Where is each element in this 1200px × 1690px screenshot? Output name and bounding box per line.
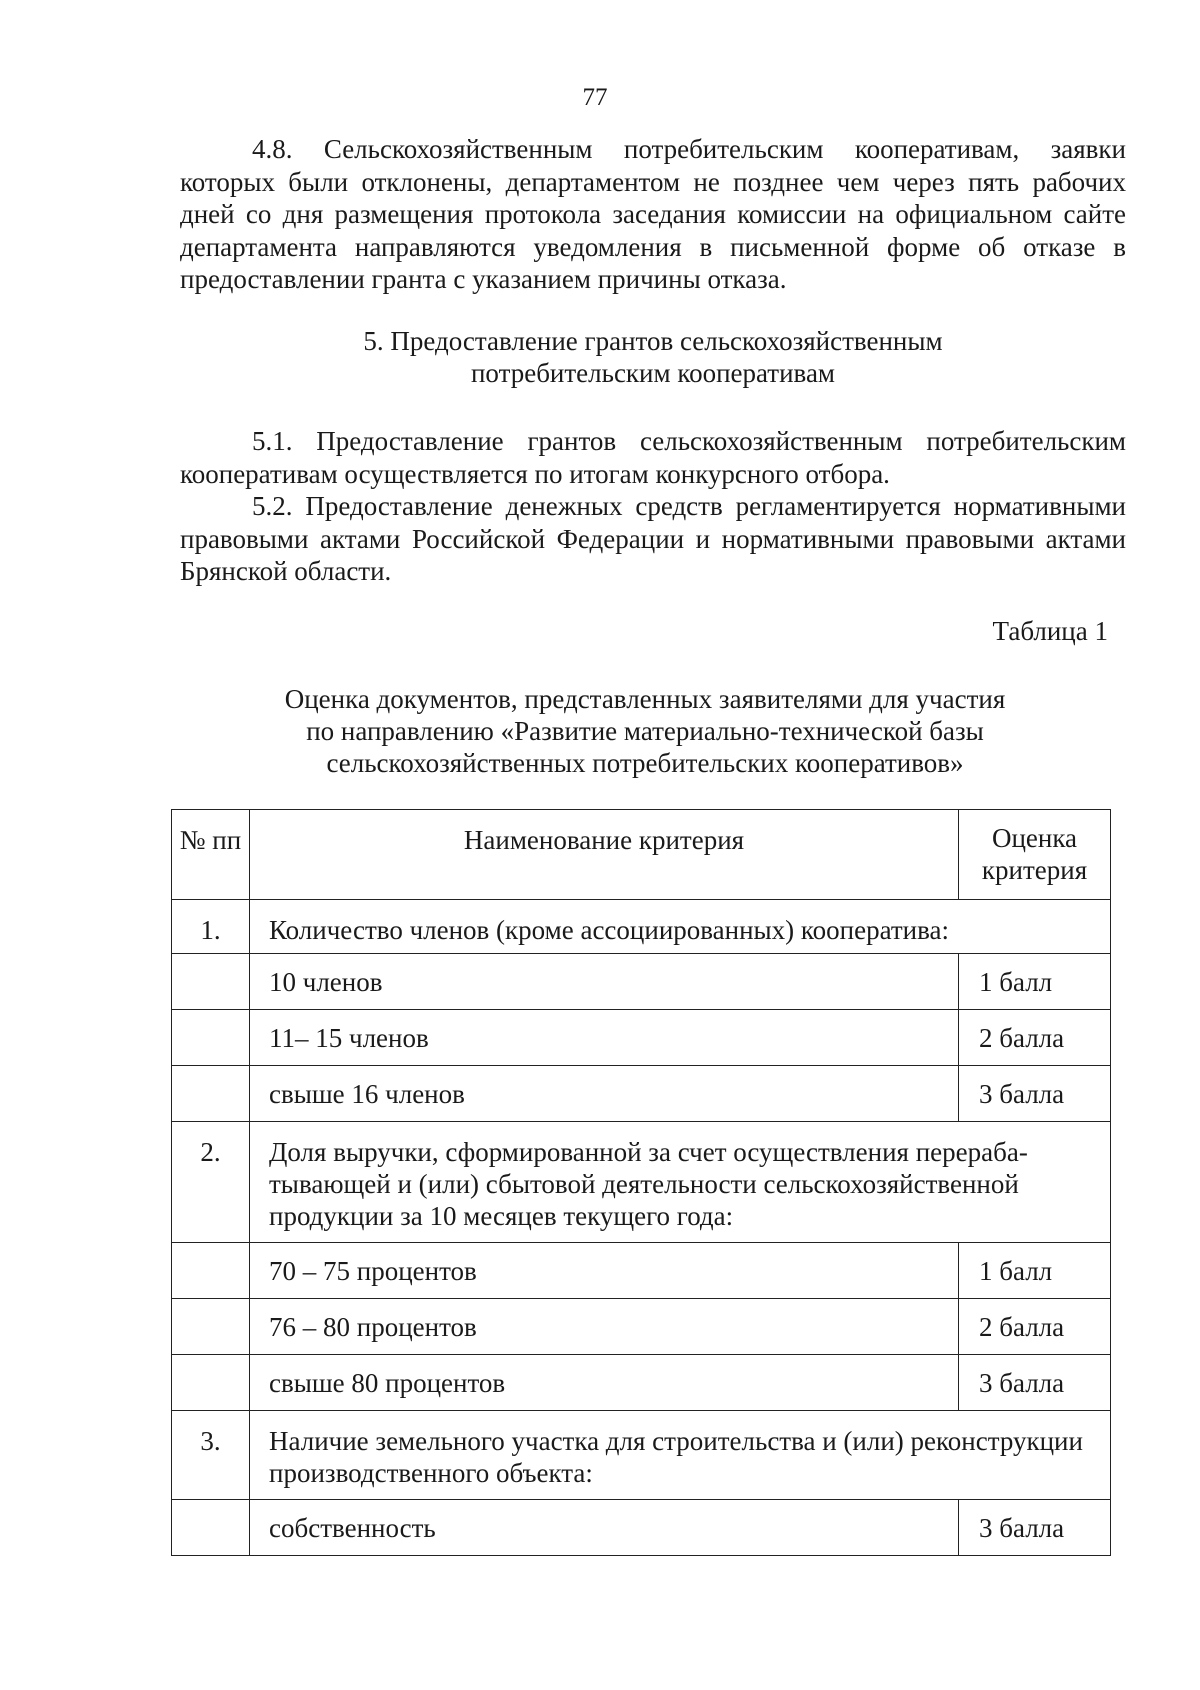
section-heading-line-1: 5. Предоставление грантов сельскохозяйственным bbox=[363, 326, 943, 356]
criterion-name: Количество членов (кроме ассоциированных) кооператива: bbox=[250, 900, 1111, 954]
section-heading-line-2: потребительским кооперативам bbox=[470, 358, 836, 388]
option-row bbox=[172, 954, 1111, 1010]
empty-number-cell bbox=[172, 1299, 250, 1355]
table-title-line-3: сельскохозяйственных потребительских кооперативов» bbox=[326, 748, 964, 778]
header-number: № пп bbox=[172, 810, 250, 900]
page-number: 77 bbox=[582, 84, 608, 111]
header-score-line-2: критерия bbox=[981, 855, 1088, 885]
empty-number-cell bbox=[172, 1066, 250, 1122]
criterion-row bbox=[172, 1411, 1111, 1500]
criterion-number: 1. bbox=[172, 900, 250, 954]
empty-number-cell bbox=[172, 1500, 250, 1556]
option-name: 70 – 75 процентов bbox=[250, 1243, 959, 1299]
table-label: Таблица 1 bbox=[992, 616, 1108, 646]
option-name: собственность bbox=[250, 1500, 959, 1556]
option-row bbox=[172, 1066, 1111, 1122]
option-score: 3 балла bbox=[959, 1500, 1111, 1556]
empty-number-cell bbox=[172, 1355, 250, 1411]
section-heading bbox=[180, 325, 1126, 389]
option-score: 1 балл bbox=[959, 1243, 1111, 1299]
option-row bbox=[172, 1299, 1111, 1355]
option-name: 76 – 80 процентов bbox=[250, 1299, 959, 1355]
option-score: 3 балла bbox=[959, 1355, 1111, 1411]
option-row bbox=[172, 1243, 1111, 1299]
paragraph-4-8: 4.8. Сельскохозяйственным потребительским кооперативам, заявки которых были отклонены, департаментом не позднее чем через пять рабочих дней со дня размещения протокола заседания комиссии на официальном сайте департамента направляются уведомления в письменной форме об отказе в предоставлении гранта с указанием причины отказа. bbox=[180, 134, 1126, 294]
empty-number-cell bbox=[172, 1010, 250, 1066]
paragraph-5-1: 5.1. Предоставление грантов сельскохозяйственным потребительским кооперативам осуществляется по итогам конкурсного отбора. bbox=[180, 426, 1126, 489]
empty-number-cell bbox=[172, 954, 250, 1010]
paragraph-5-2: 5.2. Предоставление денежных средств регламентируется нормативными правовыми актами Российской Федерации и нормативными правовыми актами Брянской области. bbox=[180, 491, 1126, 586]
criterion-number: 2. bbox=[172, 1122, 250, 1243]
criterion-row bbox=[172, 1122, 1111, 1243]
header-criterion-score bbox=[959, 810, 1111, 900]
option-name: свыше 16 членов bbox=[250, 1066, 959, 1122]
table-title-line-2: по направлению «Развитие материально-технической базы bbox=[306, 716, 984, 746]
option-score: 2 балла bbox=[959, 1010, 1111, 1066]
header-score-line-1: Оценка bbox=[991, 823, 1078, 853]
criterion-row bbox=[172, 900, 1111, 954]
option-name: 11– 15 членов bbox=[250, 1010, 959, 1066]
table-title bbox=[160, 683, 1130, 779]
option-name: свыше 80 процентов bbox=[250, 1355, 959, 1411]
option-score: 1 балл bbox=[959, 954, 1111, 1010]
header-criterion-name: Наименование критерия bbox=[250, 810, 959, 900]
table-title-line-1: Оценка документов, представленных заявителями для участия bbox=[284, 684, 1006, 714]
empty-number-cell bbox=[172, 1243, 250, 1299]
criterion-name: Наличие земельного участка для строительства и (или) реконструкции производственного объекта: bbox=[250, 1411, 1111, 1500]
criterion-name: Доля выручки, сформированной за счет осуществления перерабатывающей и (или) сбытовой деятельности сельскохозяйственной продукции за 10 месяцев текущего года: bbox=[250, 1122, 1111, 1243]
option-row bbox=[172, 1355, 1111, 1411]
option-score: 2 балла bbox=[959, 1299, 1111, 1355]
option-row bbox=[172, 1010, 1111, 1066]
table-header-row bbox=[172, 810, 1111, 900]
option-row bbox=[172, 1500, 1111, 1556]
criterion-number: 3. bbox=[172, 1411, 250, 1500]
option-name: 10 членов bbox=[250, 954, 959, 1010]
option-score: 3 балла bbox=[959, 1066, 1111, 1122]
criteria-table bbox=[171, 809, 1111, 1556]
